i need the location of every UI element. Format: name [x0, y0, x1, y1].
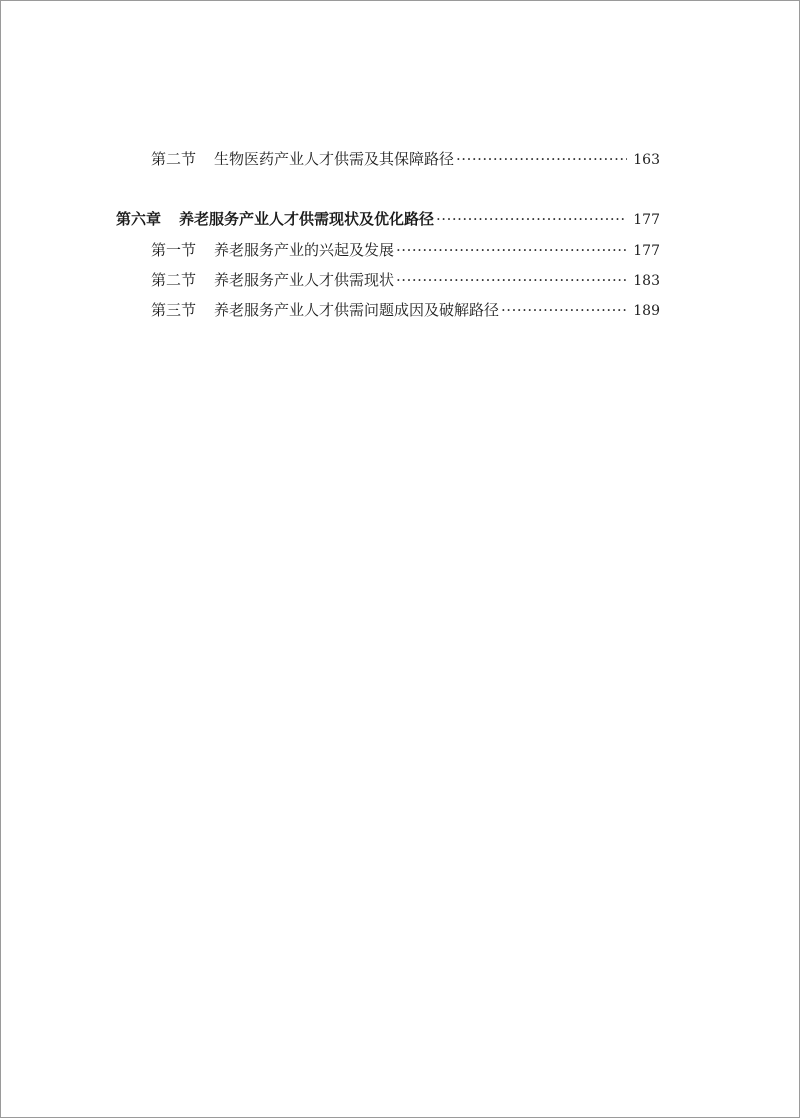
toc-entry-title: 养老服务产业人才供需现状及优化路径 [179, 210, 435, 228]
dot-leader [396, 240, 627, 260]
toc-entry-number: 第二节 [151, 271, 197, 289]
toc-entry-page-number: 177 [633, 212, 660, 228]
toc-entry-page-number: 177 [633, 243, 660, 259]
toc-entry-title: 养老服务产业的兴起及发展 [214, 241, 395, 259]
dot-leader [396, 270, 627, 290]
toc-entry-page-number: 183 [633, 273, 660, 289]
toc-entry-number: 第三节 [151, 301, 197, 319]
toc-entry-page-number: 189 [633, 303, 660, 319]
toc-entry-title: 养老服务产业人才供需现状 [214, 271, 395, 289]
toc-entry-section [151, 300, 660, 320]
toc-entry-page-number: 163 [633, 152, 660, 168]
toc-entry-number: 第二节 [151, 150, 197, 168]
toc-entry-section [151, 270, 660, 290]
toc-entry-title: 养老服务产业人才供需问题成因及破解路径 [214, 301, 500, 319]
dot-leader [501, 300, 627, 320]
toc-entry-chapter [116, 209, 660, 229]
toc-entry-section [151, 149, 660, 169]
dot-leader [436, 209, 627, 229]
toc-entry-number: 第六章 [116, 210, 162, 228]
toc-entry-section [151, 240, 660, 260]
toc-entry-title: 生物医药产业人才供需及其保障路径 [214, 150, 455, 168]
dot-leader [456, 149, 627, 169]
toc-entry-number: 第一节 [151, 241, 197, 259]
